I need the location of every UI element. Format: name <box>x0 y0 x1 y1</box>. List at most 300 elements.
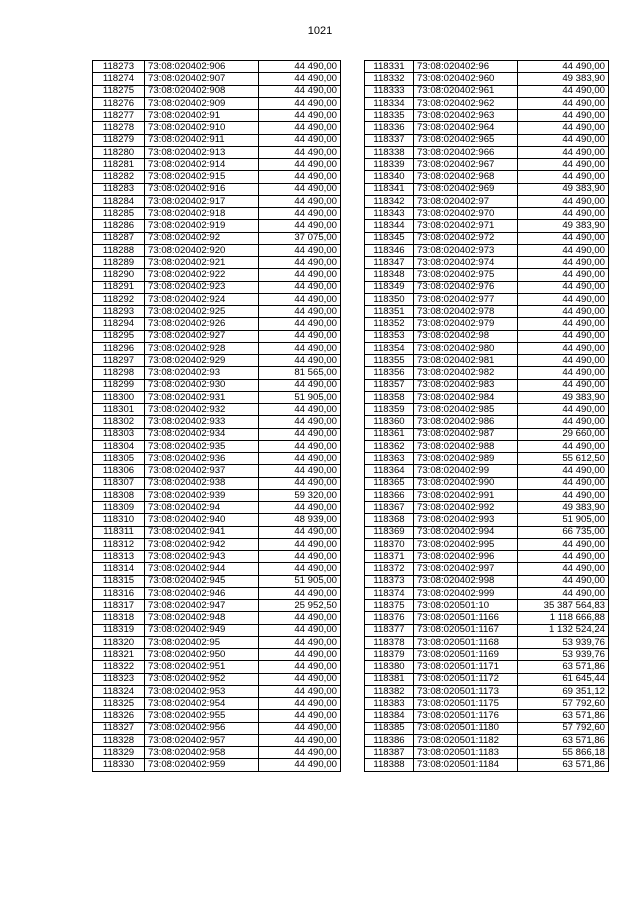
table-row <box>365 73 609 85</box>
cadastral-value: 44 490,00 <box>259 465 341 477</box>
cadastral-number: 73:08:020402:911 <box>145 134 259 146</box>
cadastral-number: 73:08:020402:95 <box>145 636 259 648</box>
table-row <box>93 257 341 269</box>
cadastral-number: 73:08:020402:937 <box>145 465 259 477</box>
row-number: 118345 <box>365 232 414 244</box>
row-number: 118313 <box>93 551 145 563</box>
cadastral-value: 44 490,00 <box>518 306 609 318</box>
cadastral-number: 73:08:020402:913 <box>145 146 259 158</box>
row-number: 118355 <box>365 355 414 367</box>
cadastral-number: 73:08:020402:93 <box>145 367 259 379</box>
row-number: 118381 <box>365 673 414 685</box>
cadastral-value: 44 490,00 <box>259 208 341 220</box>
cadastral-value: 25 952,50 <box>259 600 341 612</box>
cadastral-number: 73:08:020402:990 <box>414 477 518 489</box>
row-number: 118319 <box>93 624 145 636</box>
table-row <box>93 391 341 403</box>
table-row <box>365 306 609 318</box>
cadastral-number: 73:08:020402:948 <box>145 612 259 624</box>
table-row <box>365 575 609 587</box>
table-row <box>365 232 609 244</box>
table-row <box>93 661 341 673</box>
table-row <box>93 232 341 244</box>
cadastral-value: 44 490,00 <box>518 195 609 207</box>
table-row <box>93 526 341 538</box>
cadastral-value: 44 490,00 <box>259 526 341 538</box>
cadastral-value: 44 490,00 <box>518 110 609 122</box>
cadastral-number: 73:08:020402:969 <box>414 183 518 195</box>
cadastral-value: 44 490,00 <box>518 587 609 599</box>
table-row <box>93 514 341 526</box>
cadastral-value: 44 490,00 <box>259 244 341 256</box>
row-number: 118382 <box>365 685 414 697</box>
cadastral-number: 73:08:020501:1176 <box>414 710 518 722</box>
cadastral-number: 73:08:020402:998 <box>414 575 518 587</box>
row-number: 118367 <box>365 502 414 514</box>
table-row <box>365 698 609 710</box>
table-row <box>365 134 609 146</box>
table-row <box>365 538 609 550</box>
table-row <box>365 195 609 207</box>
cadastral-value: 44 490,00 <box>259 477 341 489</box>
table-row <box>93 600 341 612</box>
table-row <box>365 489 609 501</box>
row-number: 118315 <box>93 575 145 587</box>
table-row <box>93 538 341 550</box>
table-row <box>365 281 609 293</box>
cadastral-number: 73:08:020402:933 <box>145 416 259 428</box>
cadastral-number: 73:08:020501:10 <box>414 600 518 612</box>
table-row <box>93 342 341 354</box>
table-row <box>365 159 609 171</box>
row-number: 118375 <box>365 600 414 612</box>
cadastral-number: 73:08:020402:994 <box>414 526 518 538</box>
cadastral-number: 73:08:020402:996 <box>414 551 518 563</box>
row-number: 118336 <box>365 122 414 134</box>
table-row <box>93 440 341 452</box>
row-number: 118323 <box>93 673 145 685</box>
cadastral-value: 44 490,00 <box>259 587 341 599</box>
row-number: 118302 <box>93 416 145 428</box>
cadastral-value: 44 490,00 <box>259 61 341 73</box>
cadastral-value: 35 387 564,83 <box>518 600 609 612</box>
cadastral-value: 49 383,90 <box>518 220 609 232</box>
cadastral-value: 51 905,00 <box>259 391 341 403</box>
cadastral-value: 59 320,00 <box>259 489 341 501</box>
cadastral-value: 44 490,00 <box>259 85 341 97</box>
row-number: 118316 <box>93 587 145 599</box>
table-row <box>93 502 341 514</box>
cadastral-value: 44 490,00 <box>518 293 609 305</box>
cadastral-number: 73:08:020402:918 <box>145 208 259 220</box>
row-number: 118386 <box>365 734 414 746</box>
cadastral-value: 44 490,00 <box>259 673 341 685</box>
cadastral-number: 73:08:020402:957 <box>145 734 259 746</box>
cadastral-number: 73:08:020402:987 <box>414 428 518 440</box>
cadastral-value: 44 490,00 <box>518 171 609 183</box>
cadastral-value: 44 490,00 <box>259 624 341 636</box>
cadastral-value: 49 383,90 <box>518 391 609 403</box>
table-row <box>365 122 609 134</box>
row-number: 118288 <box>93 244 145 256</box>
cadastral-value: 53 939,76 <box>518 649 609 661</box>
cadastral-number: 73:08:020402:993 <box>414 514 518 526</box>
cadastral-number: 73:08:020402:926 <box>145 318 259 330</box>
row-number: 118347 <box>365 257 414 269</box>
table-row <box>365 293 609 305</box>
table-row <box>93 624 341 636</box>
cadastral-value: 69 351,12 <box>518 685 609 697</box>
cadastral-number: 73:08:020501:1184 <box>414 759 518 771</box>
row-number: 118307 <box>93 477 145 489</box>
cadastral-value: 44 490,00 <box>259 612 341 624</box>
cadastral-value: 44 490,00 <box>518 563 609 575</box>
cadastral-number: 73:08:020402:953 <box>145 685 259 697</box>
table-row <box>365 673 609 685</box>
cadastral-number: 73:08:020402:972 <box>414 232 518 244</box>
cadastral-table-right <box>364 60 609 772</box>
cadastral-value: 66 735,00 <box>518 526 609 538</box>
cadastral-number: 73:08:020402:906 <box>145 61 259 73</box>
table-row <box>365 502 609 514</box>
row-number: 118287 <box>93 232 145 244</box>
cadastral-value: 44 490,00 <box>518 440 609 452</box>
cadastral-value: 44 490,00 <box>259 73 341 85</box>
row-number: 118325 <box>93 698 145 710</box>
row-number: 118363 <box>365 453 414 465</box>
table-row <box>365 759 609 771</box>
table-row <box>365 685 609 697</box>
table-row <box>93 673 341 685</box>
table-row <box>93 183 341 195</box>
cadastral-value: 44 490,00 <box>518 404 609 416</box>
cadastral-value: 29 660,00 <box>518 428 609 440</box>
table-row <box>93 465 341 477</box>
table-row <box>365 146 609 158</box>
cadastral-number: 73:08:020402:988 <box>414 440 518 452</box>
row-number: 118330 <box>93 759 145 771</box>
cadastral-number: 73:08:020402:919 <box>145 220 259 232</box>
cadastral-value: 44 490,00 <box>259 759 341 771</box>
cadastral-table-left <box>92 60 341 772</box>
table-row <box>365 404 609 416</box>
cadastral-number: 73:08:020501:1182 <box>414 734 518 746</box>
cadastral-value: 61 645,44 <box>518 673 609 685</box>
table-row <box>365 220 609 232</box>
table-row <box>93 73 341 85</box>
row-number: 118306 <box>93 465 145 477</box>
table-row <box>365 61 609 73</box>
table-row <box>93 195 341 207</box>
table-row <box>93 220 341 232</box>
row-number: 118348 <box>365 269 414 281</box>
table-row <box>93 171 341 183</box>
cadastral-number: 73:08:020402:983 <box>414 379 518 391</box>
row-number: 118286 <box>93 220 145 232</box>
cadastral-number: 73:08:020501:1167 <box>414 624 518 636</box>
row-number: 118317 <box>93 600 145 612</box>
row-number: 118296 <box>93 342 145 354</box>
table-row <box>365 587 609 599</box>
cadastral-number: 73:08:020402:971 <box>414 220 518 232</box>
row-number: 118331 <box>365 61 414 73</box>
cadastral-value: 44 490,00 <box>259 220 341 232</box>
row-number: 118372 <box>365 563 414 575</box>
cadastral-value: 44 490,00 <box>259 269 341 281</box>
cadastral-number: 73:08:020402:920 <box>145 244 259 256</box>
row-number: 118362 <box>365 440 414 452</box>
row-number: 118304 <box>93 440 145 452</box>
row-number: 118300 <box>93 391 145 403</box>
table-row <box>93 159 341 171</box>
cadastral-value: 44 490,00 <box>518 159 609 171</box>
cadastral-number: 73:08:020402:94 <box>145 502 259 514</box>
row-number: 118280 <box>93 146 145 158</box>
row-number: 118283 <box>93 183 145 195</box>
table-row <box>365 636 609 648</box>
cadastral-value: 44 490,00 <box>259 440 341 452</box>
row-number: 118377 <box>365 624 414 636</box>
cadastral-value: 51 905,00 <box>259 575 341 587</box>
cadastral-number: 73:08:020402:960 <box>414 73 518 85</box>
cadastral-number: 73:08:020402:99 <box>414 465 518 477</box>
cadastral-value: 44 490,00 <box>259 661 341 673</box>
cadastral-value: 44 490,00 <box>259 134 341 146</box>
row-number: 118301 <box>93 404 145 416</box>
cadastral-value: 44 490,00 <box>518 85 609 97</box>
table-row <box>365 477 609 489</box>
table-row <box>93 453 341 465</box>
row-number: 118361 <box>365 428 414 440</box>
table-row <box>365 722 609 734</box>
table-row <box>93 563 341 575</box>
cadastral-value: 44 490,00 <box>259 257 341 269</box>
table-row <box>93 134 341 146</box>
row-number: 118337 <box>365 134 414 146</box>
row-number: 118344 <box>365 220 414 232</box>
cadastral-number: 73:08:020402:995 <box>414 538 518 550</box>
cadastral-value: 49 383,90 <box>518 73 609 85</box>
row-number: 118298 <box>93 367 145 379</box>
row-number: 118281 <box>93 159 145 171</box>
cadastral-value: 44 490,00 <box>259 355 341 367</box>
cadastral-number: 73:08:020402:974 <box>414 257 518 269</box>
cadastral-number: 73:08:020402:955 <box>145 710 259 722</box>
table-row <box>365 440 609 452</box>
cadastral-number: 73:08:020402:970 <box>414 208 518 220</box>
cadastral-value: 44 490,00 <box>259 416 341 428</box>
row-number: 118311 <box>93 526 145 538</box>
row-number: 118354 <box>365 342 414 354</box>
row-number: 118368 <box>365 514 414 526</box>
cadastral-number: 73:08:020402:966 <box>414 146 518 158</box>
cadastral-value: 44 490,00 <box>518 379 609 391</box>
row-number: 118378 <box>365 636 414 648</box>
row-number: 118366 <box>365 489 414 501</box>
cadastral-number: 73:08:020402:924 <box>145 293 259 305</box>
table-row <box>365 465 609 477</box>
table-row <box>93 489 341 501</box>
table-row <box>365 355 609 367</box>
row-number: 118276 <box>93 97 145 109</box>
table-row <box>93 379 341 391</box>
cadastral-number: 73:08:020402:950 <box>145 649 259 661</box>
cadastral-number: 73:08:020402:945 <box>145 575 259 587</box>
cadastral-value: 44 490,00 <box>259 502 341 514</box>
row-number: 118290 <box>93 269 145 281</box>
cadastral-number: 73:08:020402:98 <box>414 330 518 342</box>
cadastral-number: 73:08:020402:958 <box>145 747 259 759</box>
row-number: 118310 <box>93 514 145 526</box>
row-number: 118324 <box>93 685 145 697</box>
cadastral-value: 44 490,00 <box>518 330 609 342</box>
cadastral-number: 73:08:020402:97 <box>414 195 518 207</box>
cadastral-value: 44 490,00 <box>518 146 609 158</box>
row-number: 118329 <box>93 747 145 759</box>
row-number: 118388 <box>365 759 414 771</box>
cadastral-value: 44 490,00 <box>259 342 341 354</box>
table-row <box>93 428 341 440</box>
cadastral-number: 73:08:020402:978 <box>414 306 518 318</box>
cadastral-value: 63 571,86 <box>518 710 609 722</box>
row-number: 118334 <box>365 97 414 109</box>
row-number: 118374 <box>365 587 414 599</box>
table-row <box>93 306 341 318</box>
table-row <box>93 97 341 109</box>
cadastral-value: 44 490,00 <box>259 747 341 759</box>
row-number: 118387 <box>365 747 414 759</box>
cadastral-number: 73:08:020402:934 <box>145 428 259 440</box>
cadastral-value: 55 612,50 <box>518 453 609 465</box>
table-row <box>365 208 609 220</box>
row-number: 118350 <box>365 293 414 305</box>
table-row <box>93 698 341 710</box>
cadastral-value: 44 490,00 <box>518 367 609 379</box>
table-row <box>365 453 609 465</box>
table-row <box>93 759 341 771</box>
table-row <box>93 367 341 379</box>
table-row <box>93 330 341 342</box>
table-row <box>93 61 341 73</box>
row-number: 118274 <box>93 73 145 85</box>
row-number: 118322 <box>93 661 145 673</box>
row-number: 118297 <box>93 355 145 367</box>
cadastral-number: 73:08:020402:999 <box>414 587 518 599</box>
row-number: 118373 <box>365 575 414 587</box>
cadastral-number: 73:08:020402:938 <box>145 477 259 489</box>
cadastral-number: 73:08:020402:96 <box>414 61 518 73</box>
cadastral-value: 1 132 524,24 <box>518 624 609 636</box>
row-number: 118294 <box>93 318 145 330</box>
cadastral-number: 73:08:020501:1183 <box>414 747 518 759</box>
cadastral-value: 44 490,00 <box>259 734 341 746</box>
row-number: 118379 <box>365 649 414 661</box>
cadastral-number: 73:08:020402:986 <box>414 416 518 428</box>
cadastral-value: 44 490,00 <box>518 97 609 109</box>
cadastral-value: 49 383,90 <box>518 502 609 514</box>
row-number: 118352 <box>365 318 414 330</box>
table-row <box>365 661 609 673</box>
row-number: 118384 <box>365 710 414 722</box>
cadastral-value: 44 490,00 <box>518 281 609 293</box>
table-row <box>365 318 609 330</box>
row-number: 118291 <box>93 281 145 293</box>
table-row <box>365 734 609 746</box>
table-row <box>365 649 609 661</box>
cadastral-value: 44 490,00 <box>259 538 341 550</box>
table-row <box>93 734 341 746</box>
cadastral-value: 53 939,76 <box>518 636 609 648</box>
row-number: 118341 <box>365 183 414 195</box>
table-row <box>93 244 341 256</box>
cadastral-number: 73:08:020402:921 <box>145 257 259 269</box>
cadastral-value: 44 490,00 <box>518 134 609 146</box>
cadastral-number: 73:08:020402:980 <box>414 342 518 354</box>
table-row <box>365 416 609 428</box>
table-row <box>93 293 341 305</box>
cadastral-value: 55 866,18 <box>518 747 609 759</box>
row-number: 118299 <box>93 379 145 391</box>
cadastral-value: 44 490,00 <box>518 61 609 73</box>
cadastral-value: 44 490,00 <box>518 232 609 244</box>
row-number: 118358 <box>365 391 414 403</box>
cadastral-number: 73:08:020402:951 <box>145 661 259 673</box>
cadastral-number: 73:08:020402:907 <box>145 73 259 85</box>
row-number: 118369 <box>365 526 414 538</box>
cadastral-number: 73:08:020402:952 <box>145 673 259 685</box>
cadastral-value: 63 571,86 <box>518 661 609 673</box>
table-row <box>365 244 609 256</box>
cadastral-value: 81 565,00 <box>259 367 341 379</box>
cadastral-value: 44 490,00 <box>259 685 341 697</box>
table-row <box>365 391 609 403</box>
row-number: 118284 <box>93 195 145 207</box>
cadastral-number: 73:08:020402:909 <box>145 97 259 109</box>
cadastral-value: 44 490,00 <box>259 318 341 330</box>
row-number: 118327 <box>93 722 145 734</box>
cadastral-value: 44 490,00 <box>259 698 341 710</box>
row-number: 118339 <box>365 159 414 171</box>
row-number: 118328 <box>93 734 145 746</box>
table-row <box>93 649 341 661</box>
cadastral-number: 73:08:020402:965 <box>414 134 518 146</box>
cadastral-value: 44 490,00 <box>518 342 609 354</box>
cadastral-value: 44 490,00 <box>259 146 341 158</box>
cadastral-number: 73:08:020402:954 <box>145 698 259 710</box>
cadastral-number: 73:08:020501:1173 <box>414 685 518 697</box>
cadastral-value: 63 571,86 <box>518 759 609 771</box>
cadastral-number: 73:08:020402:991 <box>414 489 518 501</box>
cadastral-value: 37 075,00 <box>259 232 341 244</box>
row-number: 118309 <box>93 502 145 514</box>
table-row <box>93 269 341 281</box>
table-row <box>365 624 609 636</box>
table-row <box>93 318 341 330</box>
cadastral-number: 73:08:020402:961 <box>414 85 518 97</box>
cadastral-value: 44 490,00 <box>518 465 609 477</box>
row-number: 118312 <box>93 538 145 550</box>
cadastral-value: 44 490,00 <box>259 428 341 440</box>
table-row <box>93 612 341 624</box>
row-number: 118371 <box>365 551 414 563</box>
row-number: 118275 <box>93 85 145 97</box>
table-row <box>93 416 341 428</box>
cadastral-value: 44 490,00 <box>259 722 341 734</box>
row-number: 118293 <box>93 306 145 318</box>
row-number: 118349 <box>365 281 414 293</box>
row-number: 118282 <box>93 171 145 183</box>
cadastral-number: 73:08:020402:985 <box>414 404 518 416</box>
